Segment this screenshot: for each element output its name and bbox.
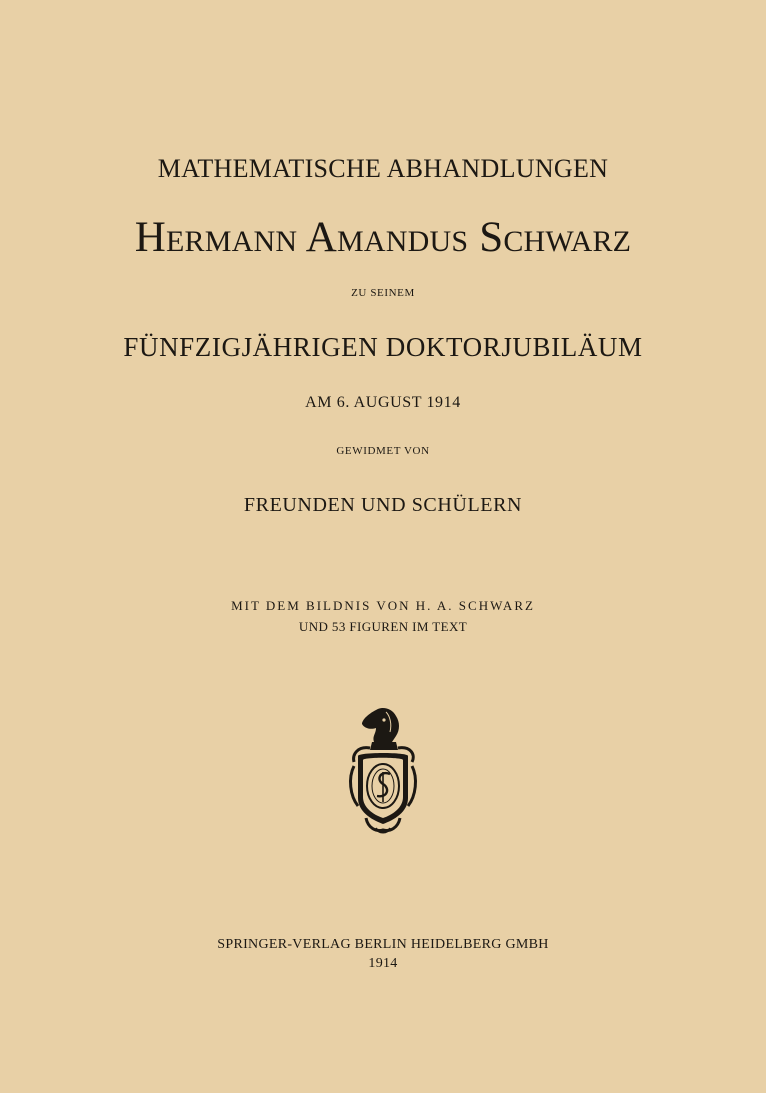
publisher-name: SPRINGER-VERLAG BERLIN HEIDELBERG GMBH [217, 937, 549, 952]
springer-knight-emblem-icon [346, 706, 420, 836]
portrait-note: MIT DEM BILDNIS VON H. A. SCHWARZ [231, 598, 535, 613]
dedication-prefix: ZU SEINEM [351, 287, 415, 299]
occasion-date: AM 6. AUGUST 1914 [305, 394, 461, 411]
publication-year: 1914 [368, 956, 398, 971]
dedicated-by-label: GEWIDMET VON [336, 445, 430, 457]
occasion-title: FÜNFZIGJÄHRIGEN DOKTORJUBILÄUM [123, 332, 643, 362]
dedicatee-name: Hermann Amandus Schwarz [134, 214, 632, 261]
dedicators: FREUNDEN UND SCHÜLERN [243, 494, 523, 516]
series-title: MATHEMATISCHE ABHANDLUNGEN [157, 154, 609, 183]
figures-note: UND 53 FIGUREN IM TEXT [298, 619, 468, 634]
